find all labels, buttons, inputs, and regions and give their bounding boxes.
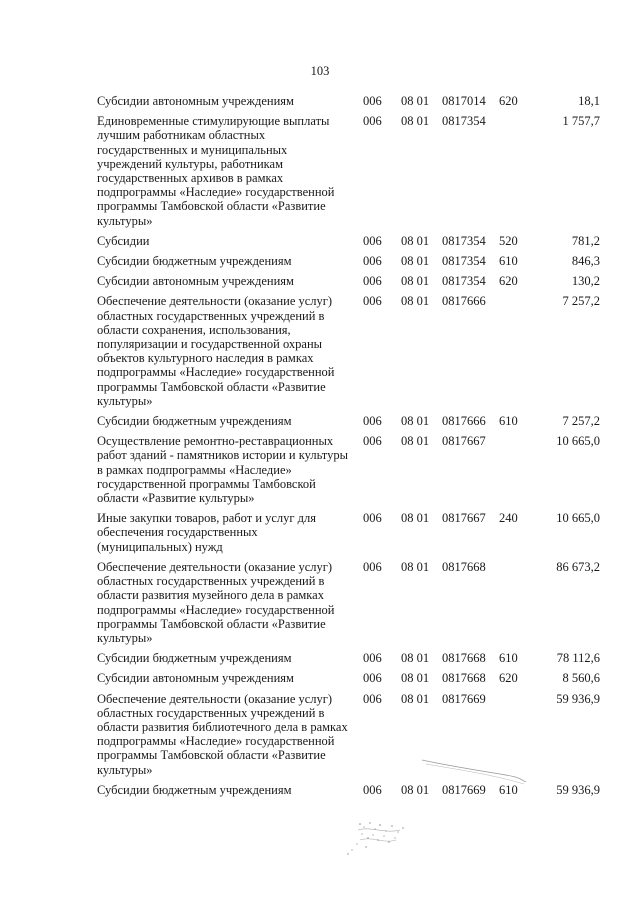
row-name: Осуществление ремонтно-реставрационных работ зданий - памятников истории и культуры в рамках подпрограммы «Наследие» государственной программы Тамбовской области «Развитие культуры» bbox=[97, 434, 348, 506]
row-department-code: 006 bbox=[363, 671, 382, 686]
table-row bbox=[0, 560, 640, 645]
row-name: Единовременные стимулирующие выплаты лучшим работникам областных государственных и муниципальных учреждений культуры, работникам государственных архивов в рамках подпрограммы «Наследие» государственной программы Тамбовской области «Развитие культуры» bbox=[97, 114, 335, 228]
row-section-code: 08 01 bbox=[401, 274, 430, 289]
row-section-code: 08 01 bbox=[401, 651, 430, 666]
row-name: Субсидии бюджетным учреждениям bbox=[97, 254, 292, 269]
row-sum: 78 112,6 bbox=[556, 651, 600, 666]
row-sum: 59 936,9 bbox=[556, 691, 600, 706]
row-section-code: 08 01 bbox=[401, 782, 430, 797]
row-target-article-code: 0817668 bbox=[442, 559, 486, 574]
row-target-article-code: 0817354 bbox=[442, 114, 486, 129]
row-section-code: 08 01 bbox=[401, 94, 430, 108]
row-target-article-code: 0817666 bbox=[442, 294, 486, 309]
table-row bbox=[0, 94, 640, 108]
row-department-code: 006 bbox=[363, 651, 382, 666]
row-name: Обеспечение деятельности (оказание услуг) областных государственных учреждений в области развития библиотечного дела в рамках подпрограммы «Наследие» государственной программы Тамбовской области «Развитие культуры» bbox=[97, 691, 348, 777]
row-name: Субсидии бюджетным учреждениям bbox=[97, 782, 292, 797]
row-sum: 846,3 bbox=[571, 254, 600, 269]
row-sum: 8 560,6 bbox=[562, 671, 600, 686]
row-name: Субсидии автономным учреждениям bbox=[97, 94, 294, 108]
table-row bbox=[0, 651, 640, 665]
row-section-code: 08 01 bbox=[401, 414, 430, 429]
row-target-article-code: 0817014 bbox=[442, 94, 486, 108]
page-number: 103 bbox=[310, 64, 330, 78]
table-row bbox=[0, 511, 640, 554]
row-expense-type-code: 620 bbox=[499, 671, 518, 686]
row-department-code: 006 bbox=[363, 782, 382, 797]
row-department-code: 006 bbox=[363, 114, 382, 129]
row-expense-type-code: 610 bbox=[499, 414, 518, 429]
table-row bbox=[0, 671, 640, 685]
row-target-article-code: 0817667 bbox=[442, 434, 486, 449]
row-sum: 10 665,0 bbox=[556, 511, 600, 526]
row-sum: 1 757,7 bbox=[562, 114, 600, 129]
row-sum: 18,1 bbox=[578, 94, 600, 108]
row-target-article-code: 0817354 bbox=[442, 254, 486, 269]
pen-stroke-mark bbox=[420, 756, 530, 786]
row-department-code: 006 bbox=[363, 94, 382, 108]
row-sum: 10 665,0 bbox=[556, 434, 600, 449]
row-target-article-code: 0817354 bbox=[442, 274, 486, 289]
row-expense-type-code: 240 bbox=[499, 511, 518, 526]
row-department-code: 006 bbox=[363, 254, 382, 269]
row-sum: 7 257,2 bbox=[562, 414, 600, 429]
table-row bbox=[0, 434, 640, 505]
row-sum: 781,2 bbox=[571, 233, 600, 248]
row-name: Субсидии автономным учреждениям bbox=[97, 671, 294, 686]
row-department-code: 006 bbox=[363, 233, 382, 248]
row-target-article-code: 0817354 bbox=[442, 233, 486, 248]
row-target-article-code: 0817667 bbox=[442, 511, 486, 526]
row-expense-type-code: 620 bbox=[499, 94, 518, 108]
row-sum: 86 673,2 bbox=[556, 559, 600, 574]
row-name: Обеспечение деятельности (оказание услуг) областных государственных учреждений в области развития музейного дела в рамках подпрограммы «Наследие» государственной программы Тамбовской области «Развитие культуры» bbox=[97, 559, 335, 645]
table-row bbox=[0, 294, 640, 408]
table-row bbox=[0, 114, 640, 228]
table-row bbox=[0, 274, 640, 288]
row-department-code: 006 bbox=[363, 559, 382, 574]
row-section-code: 08 01 bbox=[401, 434, 430, 449]
budget-table bbox=[0, 94, 640, 803]
table-row bbox=[0, 414, 640, 428]
row-section-code: 08 01 bbox=[401, 511, 430, 526]
row-expense-type-code: 610 bbox=[499, 782, 518, 797]
row-target-article-code: 0817666 bbox=[442, 414, 486, 429]
row-target-article-code: 0817669 bbox=[442, 782, 486, 797]
table-row bbox=[0, 692, 640, 777]
row-department-code: 006 bbox=[363, 691, 382, 706]
row-section-code: 08 01 bbox=[401, 233, 430, 248]
row-sum: 7 257,2 bbox=[562, 294, 600, 309]
row-department-code: 006 bbox=[363, 294, 382, 309]
row-name: Субсидии бюджетным учреждениям bbox=[97, 651, 292, 666]
row-section-code: 08 01 bbox=[401, 114, 430, 129]
row-department-code: 006 bbox=[363, 511, 382, 526]
row-expense-type-code: 520 bbox=[499, 233, 518, 248]
row-expense-type-code: 620 bbox=[499, 274, 518, 289]
row-sum: 59 936,9 bbox=[556, 782, 600, 797]
row-department-code: 006 bbox=[363, 434, 382, 449]
table-row bbox=[0, 254, 640, 268]
row-name: Субсидии бюджетным учреждениям bbox=[97, 414, 292, 429]
row-name: Иные закупки товаров, работ и услуг для обеспечения государственных (муниципальных) нужд bbox=[97, 511, 317, 554]
row-section-code: 08 01 bbox=[401, 294, 430, 309]
table-row bbox=[0, 234, 640, 248]
row-name: Субсидии автономным учреждениям bbox=[97, 274, 294, 289]
row-name: Субсидии bbox=[97, 233, 150, 248]
faint-stamp-mark bbox=[340, 814, 430, 860]
row-section-code: 08 01 bbox=[401, 691, 430, 706]
row-target-article-code: 0817668 bbox=[442, 651, 486, 666]
row-target-article-code: 0817668 bbox=[442, 671, 486, 686]
row-section-code: 08 01 bbox=[401, 671, 430, 686]
row-target-article-code: 0817669 bbox=[442, 691, 486, 706]
row-department-code: 006 bbox=[363, 274, 382, 289]
row-section-code: 08 01 bbox=[401, 559, 430, 574]
row-section-code: 08 01 bbox=[401, 254, 430, 269]
row-expense-type-code: 610 bbox=[499, 254, 518, 269]
row-sum: 130,2 bbox=[571, 274, 600, 289]
table-row bbox=[0, 783, 640, 797]
row-department-code: 006 bbox=[363, 414, 382, 429]
row-expense-type-code: 610 bbox=[499, 651, 518, 666]
row-name: Обеспечение деятельности (оказание услуг) областных государственных учреждений в области сохранения, использования, популяризации и государственной охраны объектов культурного наследия в рамках подпрограммы «Наследие» государственной программы Тамбовской области «Развитие культуры» bbox=[97, 294, 335, 408]
